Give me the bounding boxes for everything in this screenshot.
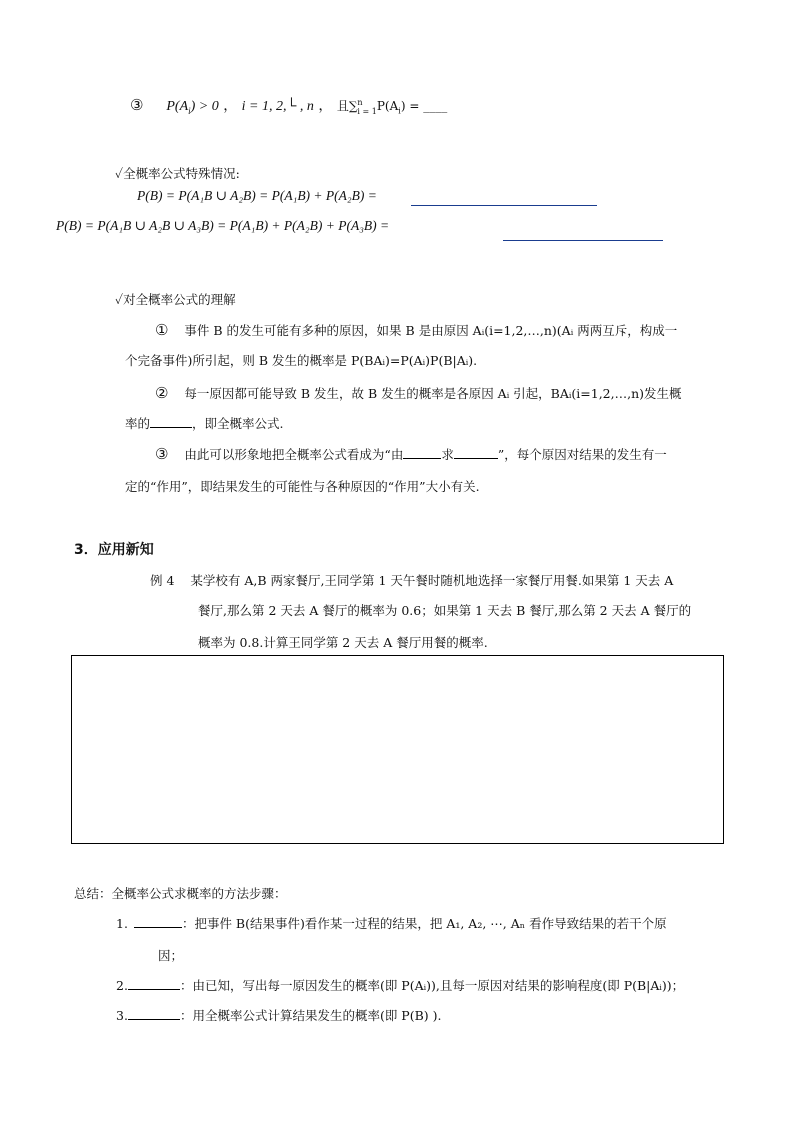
step-3-blank[interactable] <box>128 1019 180 1020</box>
step-2-text: ：由已知，写出每一原因发生的概率(即 P(Aᵢ)),且每一原因对结果的影响程度(即 P(B|Aᵢ))； <box>179 978 685 993</box>
understanding-item-1-line1 <box>155 321 677 339</box>
answer-line-2 <box>503 240 663 241</box>
special-case-formula-2: P(B) = P(A₁B ∪ A₂B ∪ A₃B) = P(A₁B) + P(A₂B) + P(A₃B) = <box>56 218 390 233</box>
separator-comma: ， <box>223 98 238 114</box>
special-case-formula-1: P(B) = P(A₁B ∪ A₂B) = P(A₁B) + P(A₂B) = <box>137 188 377 203</box>
blank-3b[interactable] <box>454 458 498 459</box>
index-range: i = 1, 2,└ , n <box>241 99 314 114</box>
answer-box[interactable] <box>71 655 724 844</box>
condition-formula: $P(A_i) > 0$ <box>166 99 219 116</box>
summary-step-3 <box>116 1006 441 1024</box>
step-1-text: ：把事件 B(结果事件)看作某一过程的结果，把 A₁, A₂, ⋯, Aₙ 看作导致结果的若干个原 <box>181 916 667 931</box>
step-1-blank[interactable] <box>134 927 182 928</box>
circled-number-3: ③ <box>130 96 144 114</box>
example-line-1 <box>150 571 673 589</box>
item-2-text-a: 率的 <box>125 416 151 431</box>
condition-line <box>130 95 447 116</box>
step-2-number: 2. <box>116 978 128 993</box>
step-3-text: ：用全概率公式计算结果发生的概率(即 P(B) ). <box>179 1008 442 1023</box>
summary-step-1 <box>116 914 667 932</box>
circled-number-1: ① <box>155 321 169 339</box>
understanding-item-3-line2: 定的“作用”，即结果发生的可能性与各种原因的“作用”大小有关. <box>125 479 480 494</box>
understanding-title: ✓对全概率公式的理解 <box>115 292 236 307</box>
section-heading: 3．应用新知 <box>74 542 154 558</box>
special-cases-title: ✓全概率公式特殊情况: <box>115 166 240 181</box>
sum-condition: 且∑ n i = 1 $P(A_i)$ = ____ <box>336 97 448 116</box>
item-2-text-b: ，即全概率公式. <box>192 416 284 431</box>
blank-3a[interactable] <box>403 458 441 459</box>
example-text-1: 某学校有 A,B 两家餐厅,王同学第 1 天午餐时随机地选择一家餐厅用餐.如果第 1 天去 A <box>190 573 674 588</box>
summary-step-2 <box>116 976 684 994</box>
understanding-item-2-line1 <box>155 384 682 402</box>
understanding-item-2-line2 <box>125 414 284 432</box>
summary-title: 总结：全概率公式求概率的方法步骤： <box>74 886 287 901</box>
understanding-item-3-line1 <box>155 445 667 463</box>
step-2-blank[interactable] <box>128 989 180 990</box>
circled-number-3b: ③ <box>155 445 169 463</box>
understanding-item-1-line2: 个完备事件)所引起，则 B 发生的概率是 P(BAᵢ)=P(Aᵢ)P(B|Aᵢ). <box>125 353 478 368</box>
step-3-number: 3. <box>116 1008 128 1023</box>
item-3-text-c: ”，每个原因对结果的发生有一 <box>497 447 667 462</box>
blank-2[interactable] <box>150 427 192 428</box>
step-1-number: 1. <box>116 916 128 931</box>
example-line-2: 餐厅,那么第 2 天去 A 餐厅的概率为 0.6；如果第 1 天去 B 餐厅,那么第 2 天去 A 餐厅的 <box>198 603 692 618</box>
item-1-text: 事件 B 的发生可能有多种的原因，如果 B 是由原因 Aᵢ(i=1,2,…,n)(Aᵢ 两两互斥，构成一 <box>184 323 678 338</box>
answer-line-1 <box>411 205 597 206</box>
example-label: 例 4 <box>150 573 175 588</box>
item-3-text-b: 求 <box>441 447 454 462</box>
item-2-text: 每一原因都可能导致 B 发生，故 B 发生的概率是各原因 Aᵢ 引起，BAᵢ(i=1,2,…,n)发生概 <box>184 386 682 401</box>
summary-step-1-line2: 因； <box>158 948 184 963</box>
example-line-3: 概率为 0.8.计算王同学第 2 天去 A 餐厅用餐的概率. <box>198 635 488 650</box>
separator-comma-2: ， <box>318 98 333 114</box>
item-3-text-a: 由此可以形象地把全概率公式看成为“由 <box>184 447 404 462</box>
circled-number-2: ② <box>155 384 169 402</box>
